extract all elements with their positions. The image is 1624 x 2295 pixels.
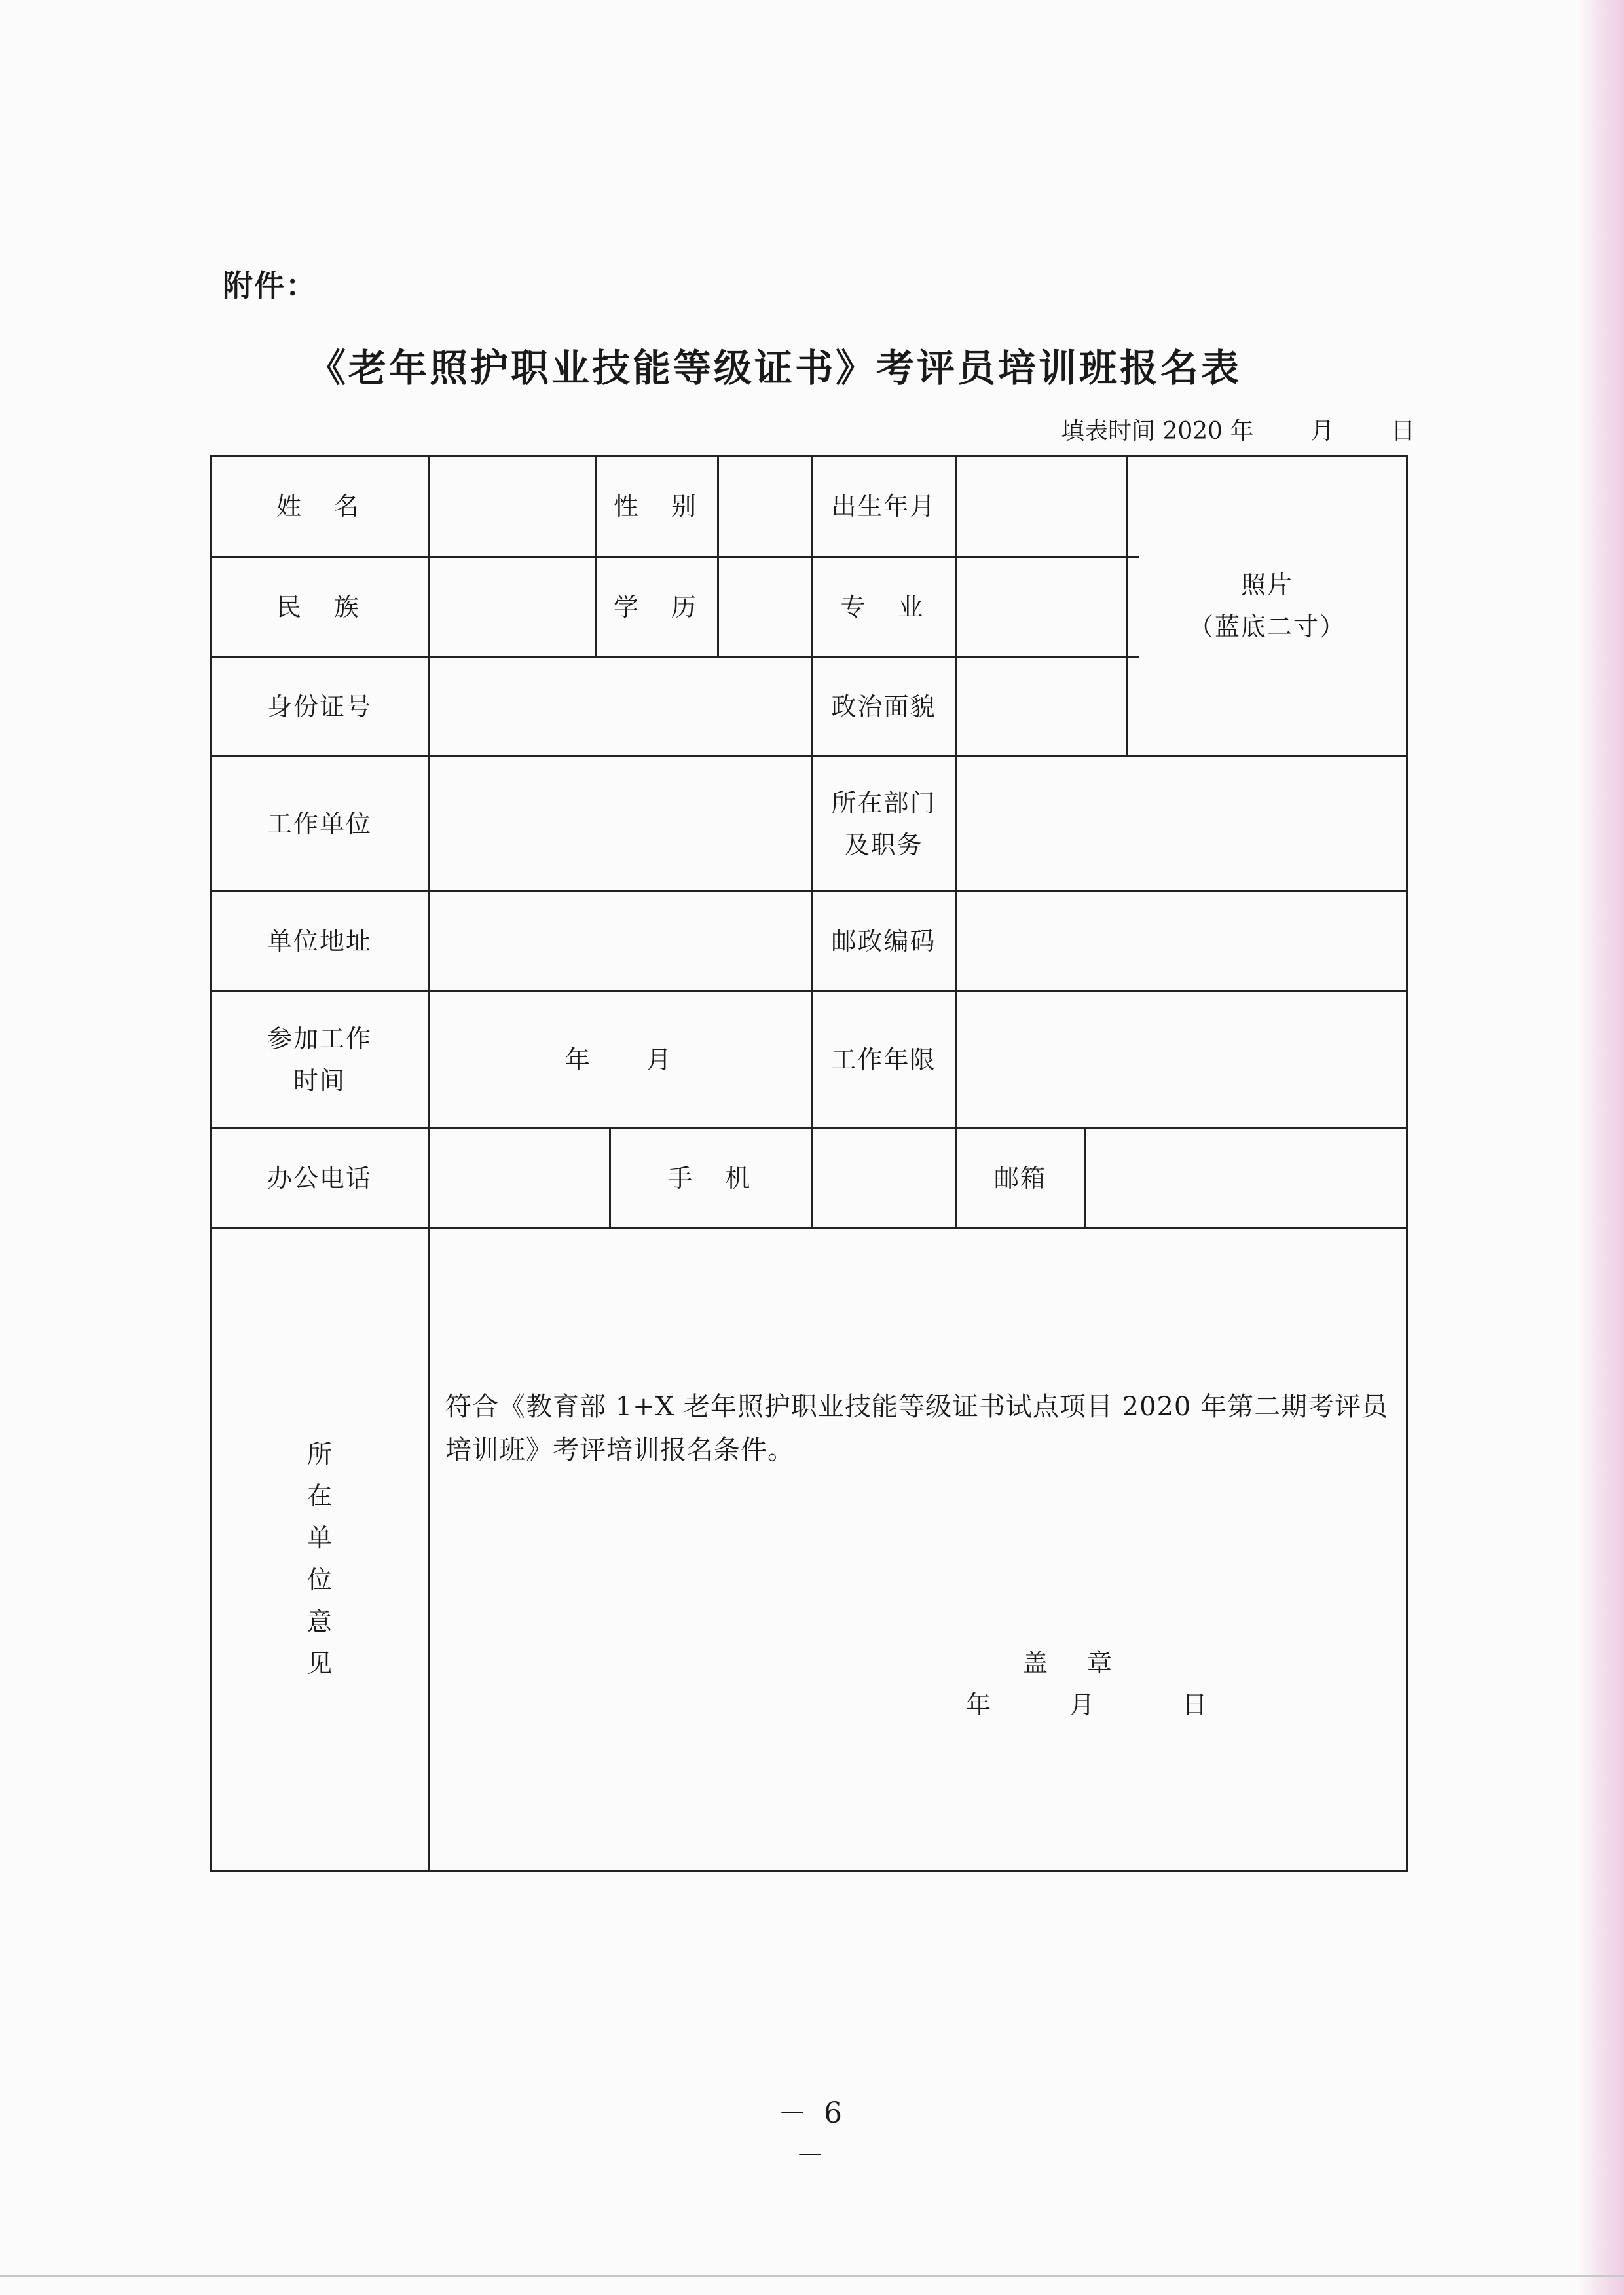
work-years-label: 工作年限 [831, 1045, 936, 1074]
page-edge-tint [1578, 0, 1624, 2295]
work-unit-label: 工作单位 [267, 809, 372, 838]
seal-day: 日 [1182, 1690, 1208, 1719]
start-work-time-label [212, 992, 428, 1127]
email-label: 邮箱 [993, 1163, 1046, 1193]
political-status-label: 政治面貌 [831, 692, 936, 721]
fill-time-month: 月 [1310, 418, 1335, 445]
row-line [210, 1227, 1408, 1229]
id-number-label: 身份证号 [267, 692, 372, 721]
start-work-year-month [430, 992, 811, 1127]
page-number: － 6 － [778, 2097, 846, 2172]
unit-opinion-label [212, 1428, 428, 1690]
position-label: 及职务 [844, 830, 923, 859]
department-label: 所在部门 [831, 788, 936, 817]
department-position-label [813, 757, 955, 890]
start-work-label: 参加工作 [267, 1024, 372, 1053]
col-line [955, 455, 957, 1228]
office-phone-label: 办公电话 [267, 1163, 372, 1193]
education-label: 学 历 [613, 592, 700, 622]
col-line [717, 455, 719, 657]
postcode-label: 邮政编码 [831, 926, 936, 956]
birth-label: 出生年月 [831, 492, 936, 521]
major-label: 专 业 [840, 592, 927, 622]
opinion-char: 单 [306, 1523, 332, 1552]
mobile-label: 手 机 [667, 1163, 754, 1193]
opinion-char: 在 [306, 1482, 332, 1510]
address-label: 单位地址 [267, 926, 372, 956]
start-work-month: 月 [646, 1045, 676, 1074]
opinion-statement: 符合《教育部 1+X 老年照护职业技能等级证书试点项目 2020 年第二期考评员培训班》考评培训报名条件。 [445, 1392, 1389, 1465]
scan-bottom-edge [0, 2275, 1624, 2277]
start-work-time-word: 时间 [293, 1066, 346, 1095]
photo-label: 照片 [1240, 570, 1293, 599]
name-label: 姓 名 [276, 492, 363, 521]
photo-size-note: （蓝底二寸） [1188, 612, 1346, 641]
fill-time-prefix: 填表时间 2020 年 [1061, 418, 1254, 445]
col-line [1084, 1127, 1086, 1228]
opinion-char: 所 [306, 1440, 332, 1468]
col-line [428, 455, 430, 1872]
start-work-year: 年 [564, 1045, 594, 1074]
opinion-char: 位 [306, 1565, 332, 1594]
gender-label: 性 别 [613, 492, 700, 521]
opinion-char: 见 [306, 1649, 332, 1678]
annex-label: 附件： [223, 268, 317, 303]
photo-placeholder [1128, 457, 1406, 755]
document-title: 《老年照护职业技能等级证书》考评员培训班报名表 [308, 346, 1242, 390]
opinion-char: 意 [306, 1607, 332, 1636]
fill-time-day: 日 [1391, 418, 1415, 445]
ethnicity-label: 民 族 [276, 592, 363, 622]
seal-year: 年 [966, 1690, 991, 1719]
fill-time [1061, 413, 1414, 446]
seal-label: 盖章 [1023, 1649, 1152, 1677]
seal-month: 月 [1069, 1690, 1095, 1719]
seal-date [966, 1685, 1207, 1721]
